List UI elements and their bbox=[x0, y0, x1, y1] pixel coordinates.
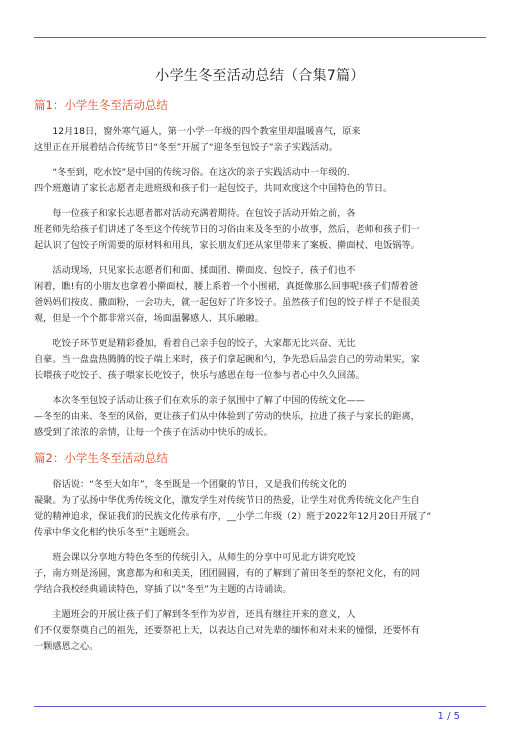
text-line: 长喂孩子吃饺子、孩子喂家长吃饺子，快乐与感恩在每一位参与者心中久久回荡。 bbox=[34, 370, 365, 381]
text-line: 学结合我校经典诵读特色，穿插了以“冬至”为主题的古诗诵读。 bbox=[34, 584, 292, 595]
text-line: 自豪。当一盘盘热腾腾的饺子端上来时，孩子们拿起碗和勺，争先恐后品尝自己的劳动果实，家 bbox=[34, 354, 420, 365]
paragraph bbox=[34, 124, 486, 156]
text-line: 班会课以分享地方特色冬至的传统引入，从师生的分享中可见北方讲究吃饺 bbox=[52, 552, 356, 563]
text-line: 俗话说：“冬至大如年”，冬至既是一个团聚的节日，又是我们传统文化的 bbox=[52, 479, 347, 490]
section-heading: 篇2：小学生冬至活动总结 bbox=[34, 451, 168, 465]
document-title: 小学生冬至活动总结（合集7篇） bbox=[155, 68, 365, 84]
text-line: 传承中华文化相约快乐冬至”主题班会。 bbox=[34, 527, 195, 538]
paragraph bbox=[34, 165, 486, 197]
text-line: 闲着，瞧!有的小朋友也拿着小擀面杖，腰上系着一个小围裙，真挺像那么回事呢!孩子们帮着爸 bbox=[34, 281, 419, 292]
text-line: 们不仅要祭奠自己的祖先，还要祭祀上天，以表达自己对先辈的缅怀和对未来的憧憬，还要怀有 bbox=[34, 625, 420, 636]
header-rule bbox=[34, 37, 486, 38]
paragraph bbox=[34, 206, 486, 254]
paragraph bbox=[34, 336, 486, 384]
text-line: 每一位孩子和家长志愿者都对活动充满着期待。在包饺子活动开始之前，各 bbox=[52, 208, 356, 219]
paragraph bbox=[34, 263, 486, 327]
text-line: 主题班会的开展让孩子们了解到冬至作为岁首，还具有继往开来的意义，人 bbox=[52, 609, 356, 620]
text-line: 班老师先给孩子们讲述了冬至这个传统节日的习俗由来及冬至的小故事，然后，老师和孩子们一 bbox=[34, 224, 420, 235]
text-line: 活动现场，只见家长志愿者们和面、揉面团、擀面皮、包饺子，孩子们也不 bbox=[52, 265, 356, 276]
text-line: 这里正在开展着结合传统节日“冬至”开展了“迎冬至包饺子”亲子实践活动。 bbox=[34, 142, 338, 153]
text-line: 本次冬至包饺子活动让孩子们在欢乐的亲子氛围中了解了中国的传统文化—— bbox=[52, 395, 365, 406]
text-line: 感受到了浓浓的亲情，让每一个孩子在活动中快乐的成长。 bbox=[34, 427, 273, 438]
page-indicator: 1 / 5 bbox=[437, 711, 460, 722]
text-line: “冬至到，吃水饺”是中国的传统习俗。在这次的亲子实践活动中一年级的. bbox=[52, 167, 350, 178]
text-line: 子，南方则是汤圆，寓意都为和和美美，团团圆圆，有的了解到了莆田冬至的祭祀文化，有的同 bbox=[34, 568, 420, 579]
text-line: 观，但是一个个都非常兴奋，场面温馨感人、其乐融融。 bbox=[34, 313, 264, 324]
section-2 bbox=[34, 450, 486, 655]
paragraph bbox=[34, 393, 486, 441]
text-line: 四个班邀请了家长志愿者走进班级和孩子们一起包饺子，共同欢度这个中国特色的节日。 bbox=[34, 183, 393, 194]
text-line: 爸妈妈们按皮、撒面粉，一会功夫，就一起包好了许多饺子。虽然孩子们包的饺子样子不是很美 bbox=[34, 297, 420, 308]
text-line: 吃饺子环节更是精彩叠加，看着自己亲手包的饺子，大家都无比兴奋、无比 bbox=[52, 338, 356, 349]
document-body bbox=[34, 97, 486, 664]
text-line: 一颗感恩之心。 bbox=[34, 641, 99, 652]
footer-rule bbox=[34, 706, 486, 707]
paragraph bbox=[34, 477, 486, 541]
text-line: 起认识了包饺子所需要的原材料和用具，家长朋友们还从家里带来了案板、擀面杖、电饭锅等。 bbox=[34, 240, 420, 251]
text-line: 12月18日，窗外寒气逼人，第一小学一年级的四个教室里却温暖喜气，原来 bbox=[52, 126, 361, 137]
text-line: —冬至的由来、冬至的风俗，更让孩子们从中体验到了劳动的快乐，拉进了孩子与家长的距离， bbox=[34, 411, 420, 422]
paragraph bbox=[34, 550, 486, 598]
text-line: 凝聚。为了弘扬中华优秀传统文化，激发学生对传统节日的热爱，让学生对优秀传统文化产生自 bbox=[34, 495, 420, 506]
paragraph bbox=[34, 607, 486, 655]
section-1 bbox=[34, 97, 486, 441]
section-heading: 篇1：小学生冬至活动总结 bbox=[34, 98, 168, 112]
text-line: 觉的精神追求，保证我们的民族文化传承有序，__小学二年级（2）班于2022年12月20日开展了“ bbox=[34, 511, 432, 522]
